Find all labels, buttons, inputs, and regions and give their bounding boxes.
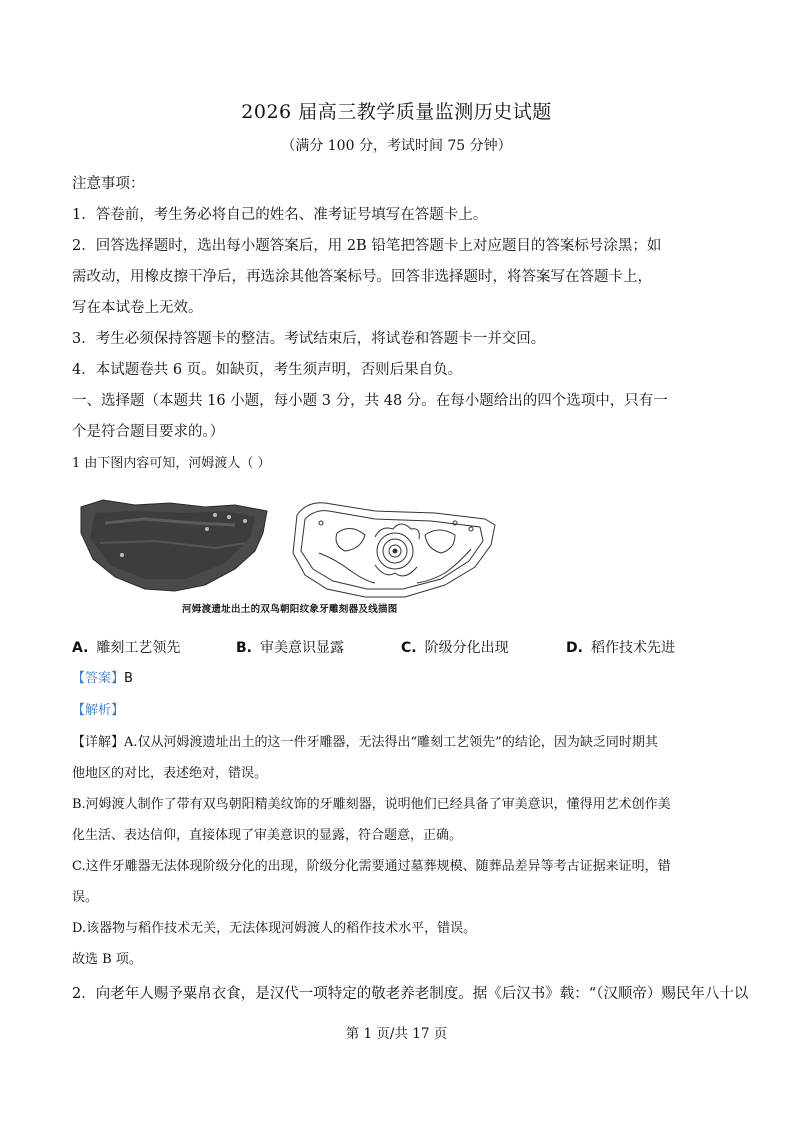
- section-heading: 一、选择题（本题共 16 小题，每小题 3 分，共 48 分。在每小题给出的四个选项中，只有一: [72, 393, 668, 409]
- option-c: [401, 637, 509, 657]
- analysis-line: [72, 699, 727, 718]
- artifact-line-drawing: [293, 503, 495, 597]
- question-2-stem: 2．向老年人赐予粟帛衣食，是汉代一项特定的敬老养老制度。据《后汉书》载：“（汉顺帝）赐民年八十以: [72, 986, 749, 1002]
- notice-item: 写在本试卷上无效。: [72, 300, 203, 316]
- page-subtitle: （满分 100 分，考试时间 75 分钟）: [281, 138, 512, 154]
- detail-line: C.这件牙雕器无法体现阶级分化的出现，阶级分化需要通过墓葬规模、随葬品差异等考古证据来证明，错: [72, 859, 671, 874]
- option-d: [566, 637, 675, 657]
- option-text: 稻作技术先进: [590, 640, 675, 656]
- option-text: 审美意识显露: [260, 640, 344, 656]
- detail-line: 故选 B 项。: [72, 952, 142, 967]
- notice-item: 3．考生必须保持答题卡的整洁。考试结束后，将试卷和答题卡一并交回。: [72, 331, 546, 347]
- detail-line: [72, 731, 727, 750]
- page-footer: 第 1 页/共 17 页: [345, 1026, 448, 1042]
- notice-item: 2．回答选择题时，选出每小题答案后，用 2B 铅笔把答题卡上对应题目的答案标号涂黑；如: [72, 238, 662, 254]
- analysis-tag: 【解析】: [72, 703, 125, 718]
- notice-item: 需改动，用橡皮擦干净后，再选涂其他答案标号。回答非选择题时，将答案写在答题卡上，: [72, 269, 652, 285]
- detail-text: A.仅从河姆渡遗址出土的这一件牙雕器，无法得出“雕刻工艺领先”的结论，因为缺乏同时期其: [124, 735, 658, 750]
- option-letter: A.: [72, 640, 89, 656]
- option-letter: D.: [566, 640, 583, 656]
- detail-line: D.该器物与稻作技术无关，无法体现河姆渡人的稻作技术水平，错误。: [72, 921, 477, 936]
- answer-tag: 【答案】: [72, 671, 125, 686]
- detail-line: B.河姆渡人制作了带有双鸟朝阳精美纹饰的牙雕刻器，说明他们已经具备了审美意识，懂得用艺术创作美: [72, 797, 671, 812]
- detail-line: 化生活、表达信仰，直接体现了审美意识的显露，符合题意，正确。: [72, 828, 463, 843]
- option-letter: C.: [401, 640, 417, 656]
- notice-item: 4．本试题卷共 6 页。如缺页，考生须声明，否则后果自负。: [72, 362, 463, 378]
- option-text: 雕刻工艺领先: [96, 640, 181, 656]
- answer-value: B: [124, 671, 133, 686]
- detail-line: 他地区的对比，表述绝对，错误。: [72, 766, 268, 781]
- page-title: 2026 届高三教学质量监测历史试题: [241, 101, 552, 123]
- detail-tag: 【详解】: [72, 735, 125, 750]
- notice-heading: 注意事项：: [72, 176, 145, 192]
- option-text: 阶级分化出现: [424, 640, 509, 656]
- option-letter: B.: [236, 640, 252, 656]
- option-b: [236, 637, 344, 657]
- notice-item: 1．答卷前，考生务必将自己的姓名、准考证号填写在答题卡上。: [72, 207, 488, 223]
- answer-line: [72, 667, 727, 686]
- question-1-stem: 1 由下图内容可知，河姆渡人（ ）: [72, 456, 271, 471]
- section-heading-cont: 个是符合题目要求的。）: [72, 424, 225, 440]
- detail-line: 误。: [72, 890, 99, 905]
- option-a: [72, 637, 180, 657]
- figure-caption: 河姆渡遗址出土的双鸟朝阳纹象牙雕刻器及线描图: [182, 604, 398, 615]
- artifact-photo: [81, 500, 267, 591]
